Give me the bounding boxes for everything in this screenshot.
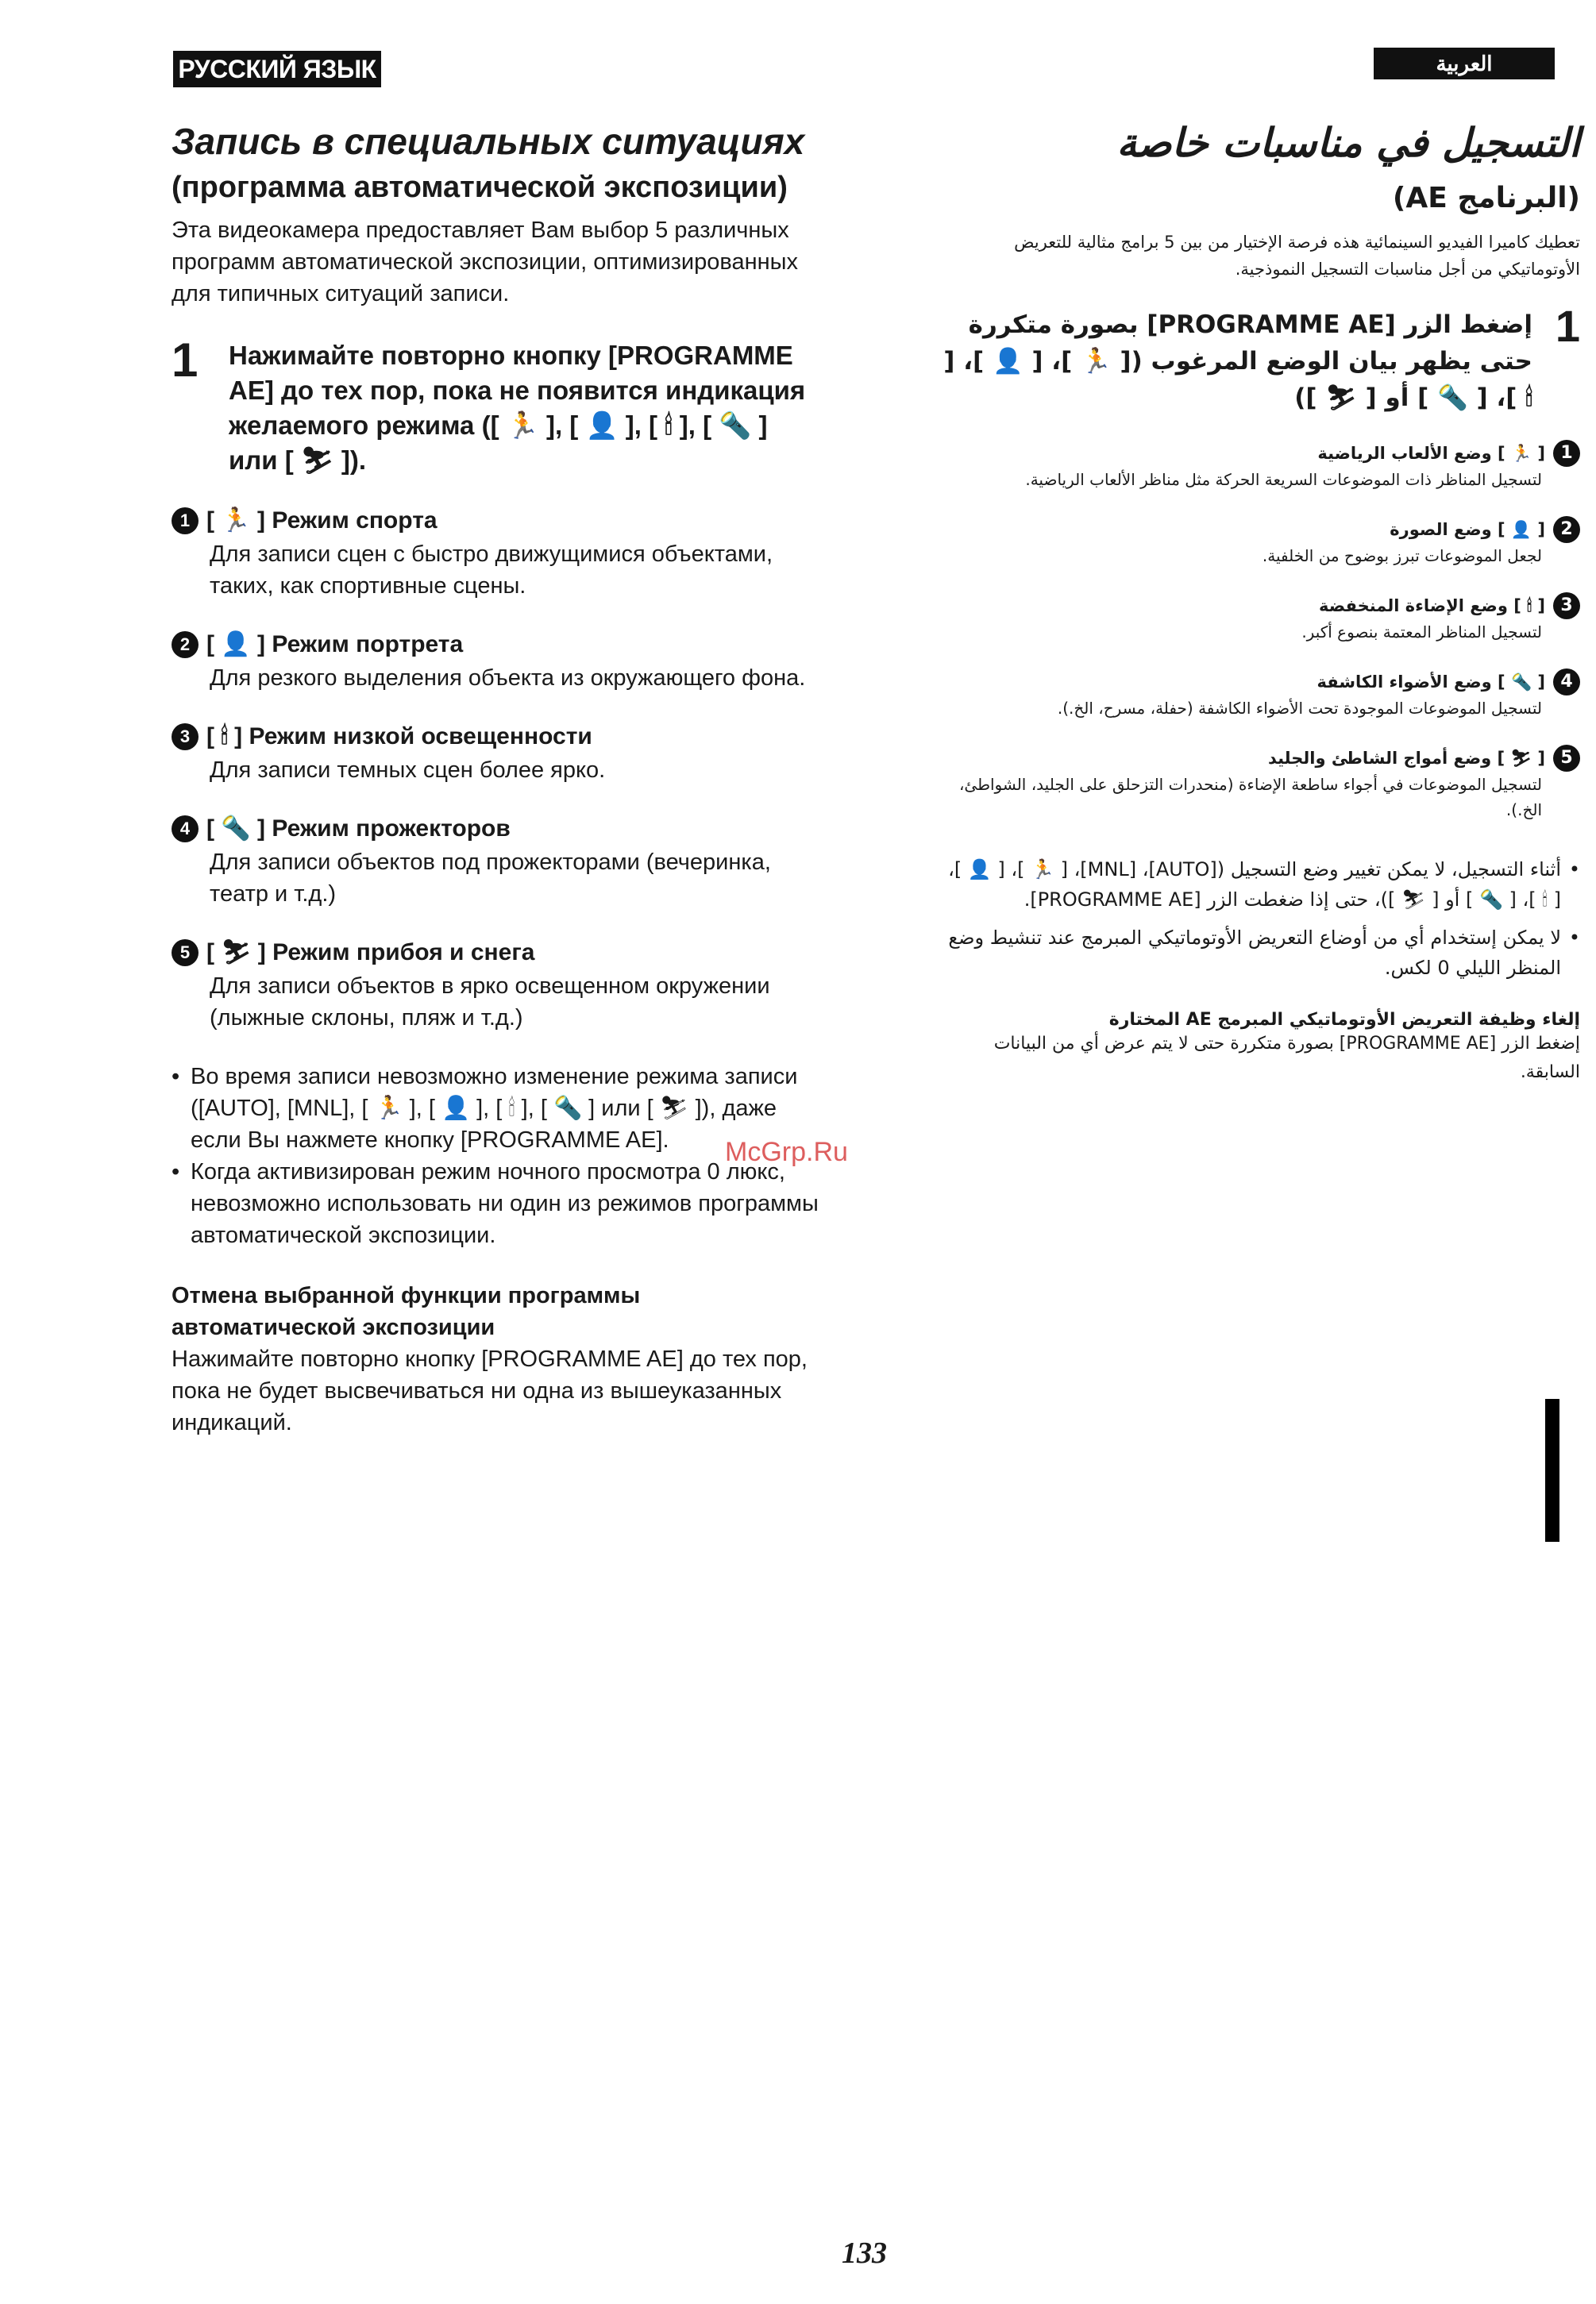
mode-title: [ 👤 ] Режим портрета (206, 631, 464, 657)
mode-description: Для записи темных сцен более ярко. (210, 757, 606, 783)
note-text: Во время записи невозможно изменение режима записи ([AUTO], [MNL], [ 🏃 ], [ 👤 ], [ 🕯 ], [ 🔦 ] или [ ⛷ ]), даже если Вы нажмете кнопку [PROGRAMME AE]. (191, 1064, 798, 1153)
arabic-mode-spotlight (937, 668, 1580, 721)
arabic-page-title: التسجيل في مناسبات خاصة (1116, 120, 1580, 166)
step-1 (172, 333, 823, 478)
mode-surf-snow (172, 937, 823, 1034)
bullet-icon: • (1568, 858, 1580, 880)
note-text: أثناء التسجيل، لا يمكن تغيير وضع التسجيل ([AUTO]، [MNL]، [ 🏃 ]، [ 👤 ]، [ 🕯 ]، [ 🔦 ] أو [ ⛷ ])، حتى إذا ضغطت الزر [PROGRAMME AE]. (948, 858, 1561, 911)
arabic-notes-list (937, 854, 1580, 983)
mode-description: لتسجيل الموضوعات في أجواء ساطعة الإضاءة (منحدرات التزحلق على الجليد، الشواطئ، الخ.). (958, 775, 1542, 819)
number-badge: 2 (1553, 516, 1580, 543)
mode-title: [ 🕯 ] وضع الإضاءة المنخفضة (1319, 596, 1545, 615)
mode-title: [ ⛷ ] Режим прибоя и снега (206, 939, 535, 965)
cancel-heading: Отмена выбранной функции программы автоматической экспозиции (172, 1283, 641, 1340)
arabic-intro-text: تعطيك كاميرا الفيديو السينمائية هذه فرصة الإختيار من بين 5 برامج مثالية للتعريض الأوتوماتيكي من أجل مناسبات التسجيل النموذجية. (1014, 233, 1580, 279)
note-text: لا يمكن إستخدام أي من أوضاع التعريض الأوتوماتيكي المبرمج عند تنشيط وضع المنظر الليلي 0 لكس. (948, 927, 1561, 979)
side-tab-marker (1545, 1399, 1559, 1542)
mode-portrait (172, 629, 823, 694)
arabic-cancel-heading: إلغاء وظيفة التعريض الأوتوماتيكي المبرمج AE المختارة (1108, 1010, 1580, 1030)
arabic-mode-low-light (937, 592, 1580, 645)
mode-description: لتسجيل المناظر المعتمة بنصوع أكبر. (1301, 622, 1542, 641)
number-badge: 1 (1553, 440, 1580, 467)
russian-column (172, 119, 823, 1439)
bullet-icon: • (1568, 927, 1580, 949)
mode-title: [ 🔦 ] وضع الأضواء الكاشفة (1317, 672, 1545, 692)
page-subtitle: (программа автоматической экспозиции) (172, 171, 788, 204)
number-badge: 1 (172, 507, 199, 534)
mode-title: [ 🔦 ] Режим прожекторов (206, 815, 511, 842)
mode-description: لجعل الموضوعات تبرز بوضوح من الخلفية. (1262, 546, 1542, 565)
mode-sports (172, 505, 823, 602)
number-badge: 4 (1553, 668, 1580, 695)
page-number: 133 (842, 2237, 887, 2270)
number-badge: 2 (172, 631, 199, 658)
mode-description: Для записи сцен с быстро движущимися объектами, таких, как спортивные сцены. (210, 541, 773, 599)
mode-description: لتسجيل المناظر ذات الموضوعات السريعة الحركة مثل مناظر الألعاب الرياضية. (1025, 470, 1542, 489)
mode-spotlight (172, 813, 823, 910)
arabic-page-subtitle: (البرنامج AE) (1392, 182, 1580, 214)
language-tag-arabic: العربية (1374, 48, 1555, 79)
mode-description: Для записи объектов под прожекторами (вечеринка, театр и т.д.) (210, 850, 771, 907)
note-item (172, 1156, 823, 1251)
mode-title: [ 👤 ] وضع الصورة (1390, 520, 1545, 539)
step-number: 1 (1555, 301, 1580, 351)
arabic-step-1 (937, 301, 1580, 416)
note-text: Когда активизирован режим ночного просмотра 0 люкс, невозможно использовать ни один из режимов программы автоматической экспозиции. (191, 1159, 819, 1248)
page-title: Запись в специальных ситуациях (172, 121, 805, 162)
intro-text: Эта видеокамера предоставляет Вам выбор 5 различных программ автоматической экспозиции, оптимизированных для типичных ситуаций записи. (172, 218, 798, 306)
language-tag-russian: РУССКИЙ ЯЗЫК (173, 51, 381, 87)
mode-title: [ 🏃 ] وضع الألعاب الرياضية (1317, 444, 1545, 463)
bullet-icon: • (172, 1159, 180, 1185)
arabic-column (937, 119, 1580, 1087)
number-badge: 5 (172, 939, 199, 966)
mode-description: Для записи объектов в ярко освещенном окружении (лыжные склоны, пляж и т.д.) (210, 973, 770, 1031)
note-item (937, 854, 1580, 915)
number-badge: 3 (172, 723, 199, 750)
mode-low-light (172, 721, 823, 786)
step-number: 1 (172, 333, 199, 387)
mode-title: [ 🏃 ] Режим спорта (206, 507, 438, 534)
watermark: McGrp.Ru (725, 1137, 848, 1167)
mode-title: [ 🕯 ] Режим низкой освещенности (206, 723, 592, 749)
step-instruction: Нажимайте повторно кнопку [PROGRAMME AE] до тех пор, пока не появится индикация желаемого режима ([ 🏃 ], [ 👤 ], [ 🕯 ], [ 🔦 ] или [ ⛷ ]). (229, 341, 806, 475)
arabic-mode-portrait (937, 516, 1580, 568)
arabic-mode-sports (937, 440, 1580, 492)
arabic-cancel-text: إضغط الزر [PROGRAMME AE] بصورة متكررة حتى لا يتم عرض أي من البيانات السابقة. (993, 1034, 1580, 1082)
note-item (937, 923, 1580, 983)
bullet-icon: • (172, 1064, 180, 1089)
step-instruction: إضغط الزر [PROGRAMME AE] بصورة متكررة حتى يظهر بيان الوضع المرغوب ([ 🏃 ]، [ 👤 ]، [ 🕯 ]، [ 🔦 ] أو [ ⛷ ]) (943, 310, 1532, 412)
mode-description: لتسجيل الموضوعات الموجودة تحت الأضواء الكاشفة (حفلة، مسرح، الخ.). (1057, 699, 1542, 718)
number-badge: 3 (1553, 592, 1580, 619)
number-badge: 5 (1553, 745, 1580, 772)
cancel-text: Нажимайте повторно кнопку [PROGRAMME AE] до тех пор, пока не будет высвечиваться ни одна из вышеуказанных индикаций. (172, 1347, 808, 1435)
mode-description: Для резкого выделения объекта из окружающего фона. (210, 665, 806, 691)
arabic-mode-surf-snow (937, 745, 1580, 823)
mode-title: [ ⛷ ] وضع أمواج الشاطئ والجليد (1267, 749, 1545, 768)
number-badge: 4 (172, 815, 199, 842)
